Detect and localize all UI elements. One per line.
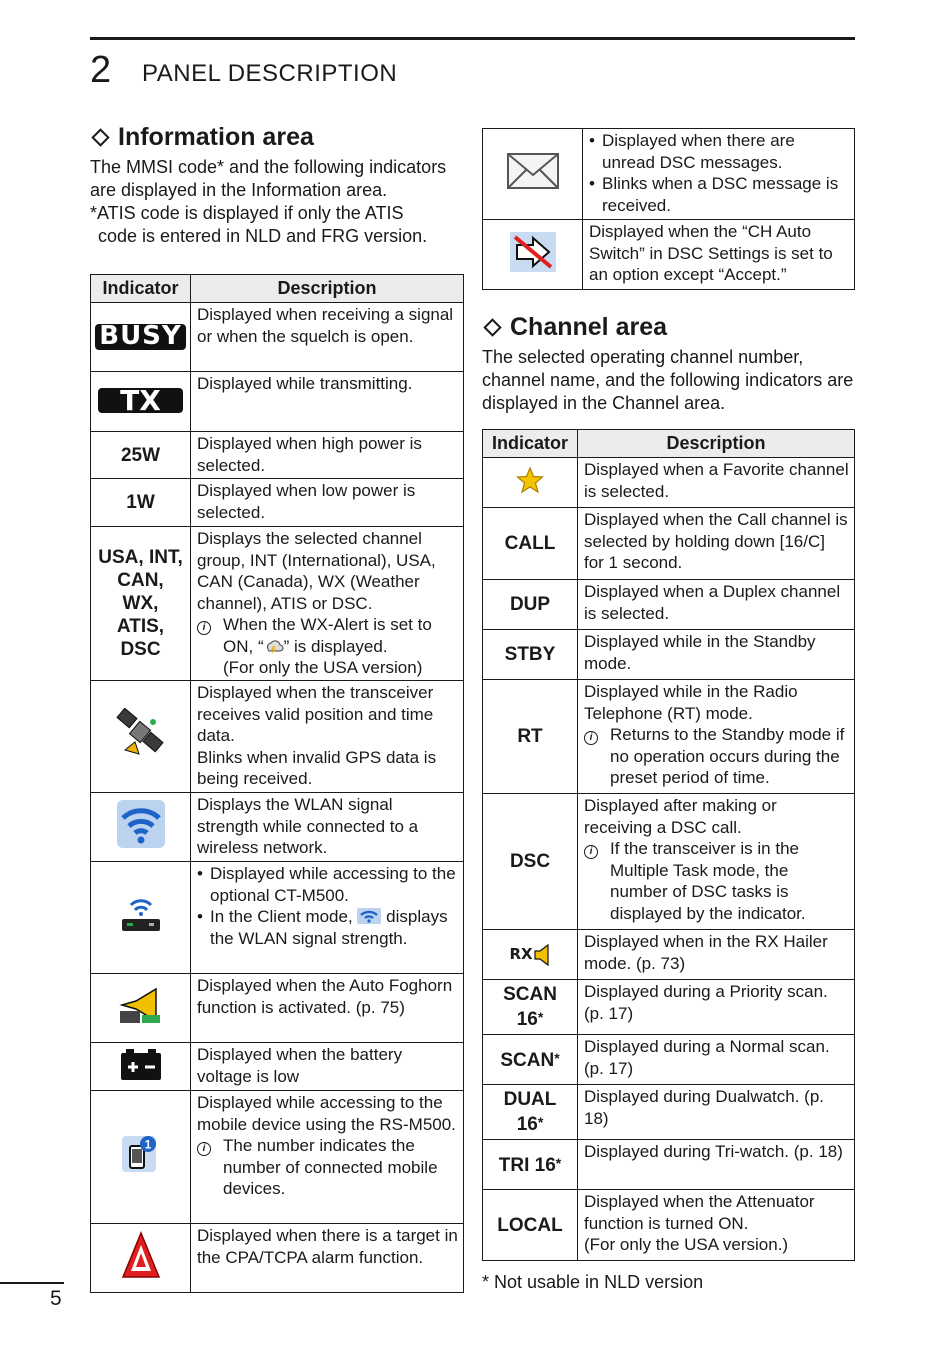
table-row xyxy=(91,793,464,862)
info-area-intro xyxy=(90,156,464,248)
col-header-indicator: Indicator xyxy=(91,275,191,303)
mobile-desc-text: Displayed while accessing to the mobile device using the RS-M500. xyxy=(197,1093,456,1134)
mobile-indicator xyxy=(91,1091,191,1224)
gps-desc-text: Displayed when the transceiver receives valid position and time data. xyxy=(197,683,434,745)
tx-icon: TX xyxy=(98,388,183,414)
bullet-text: displays the WLAN signal strength. xyxy=(210,907,448,948)
col-header-description: Description xyxy=(191,275,464,303)
table-row xyxy=(483,458,855,508)
gps-indicator xyxy=(91,681,191,793)
wx-alert-note xyxy=(197,614,458,679)
footnote-mark: * xyxy=(555,1155,562,1171)
triwatch-description: Displayed during Tri-watch. (p. 18) xyxy=(578,1140,855,1190)
dsc-description xyxy=(578,794,855,930)
bullet-item: • Blinks when a DSC message is received. xyxy=(589,173,849,216)
favorite-description: Displayed when a Favorite channel is selected. xyxy=(578,458,855,508)
tx-indicator xyxy=(91,372,191,432)
bullet-text: Blinks when a DSC message is received. xyxy=(602,174,839,215)
dualwatch-description: Displayed during Dualwatch. (p. 18) xyxy=(578,1085,855,1140)
info-icon: i xyxy=(584,845,598,859)
group-line: CAN, xyxy=(117,570,164,591)
table-row xyxy=(91,974,464,1043)
gps-desc-text: Blinks when invalid GPS data is being received. xyxy=(197,747,437,788)
ctm500-description xyxy=(191,862,464,974)
table-row xyxy=(483,1085,855,1140)
rx-hailer-indicator xyxy=(483,930,578,980)
table-row xyxy=(91,479,464,527)
group-line: DSC xyxy=(120,639,161,660)
table-row xyxy=(483,680,855,794)
bullet-item: • In the Client mode, displays the WLAN signal strength. xyxy=(197,907,448,948)
wlan-indicator xyxy=(91,793,191,862)
mail-description xyxy=(583,129,855,220)
table-row xyxy=(91,527,464,681)
cpa-alarm-icon xyxy=(121,1231,161,1279)
info-area-heading xyxy=(90,122,464,152)
table-row xyxy=(483,508,855,580)
rt-description xyxy=(578,680,855,794)
table-row xyxy=(91,1043,464,1091)
table-row xyxy=(483,794,855,930)
label-line: 16 xyxy=(516,1009,538,1030)
footnote: * Not usable in NLD version xyxy=(482,1272,704,1292)
bullet-item: • Displayed when there are unread DSC messages. xyxy=(589,130,849,173)
info-icon: i xyxy=(584,731,598,745)
channel-area-heading xyxy=(482,312,855,342)
wlan-signal-icon xyxy=(117,800,165,848)
battery-indicator xyxy=(91,1043,191,1091)
dsc-note xyxy=(584,838,849,924)
normal-scan-description: Displayed during a Normal scan. (p. 17) xyxy=(578,1035,855,1085)
power-high-label: 25W xyxy=(91,432,191,479)
diamond-icon xyxy=(91,128,109,146)
diamond-icon xyxy=(483,318,501,336)
local-desc-text: (For only the USA version.) xyxy=(584,1235,789,1254)
note-text: If the transceiver is in the Multiple Task mode, the number of DSC tasks is displayed by the indicator. xyxy=(610,839,806,923)
call-description: Displayed when the Call channel is selected by holding down [16/C] for 1 second. xyxy=(578,508,855,580)
triwatch-label xyxy=(483,1140,578,1190)
call-label: CALL xyxy=(483,508,578,580)
local-description xyxy=(578,1190,855,1261)
battery-low-icon xyxy=(120,1047,162,1081)
favorite-indicator xyxy=(483,458,578,508)
label-line: TRI 16 xyxy=(498,1155,556,1176)
dsc-desc-text: Displayed after making or receiving a DSC call. xyxy=(584,796,777,837)
info-intro-line: The MMSI code* and the following indicators are displayed in the Information area. xyxy=(90,157,447,200)
channel-group-label xyxy=(91,527,191,681)
foghorn-description: Displayed when the Auto Foghorn function is activated. (p. 75) xyxy=(191,974,464,1043)
bullet-text: Displayed when there are unread DSC messages. xyxy=(602,131,795,172)
table-row xyxy=(91,681,464,793)
channel-group-description xyxy=(191,527,464,681)
wx-alert-icon xyxy=(264,639,284,655)
group-line: WX, xyxy=(122,593,159,614)
power-low-description: Displayed when low power is selected. xyxy=(191,479,464,527)
mobile-count-badge: 1 xyxy=(144,1137,151,1152)
power-low-label: 1W xyxy=(91,479,191,527)
channel-area-intro: The selected operating channel number, channel name, and the following indicators are displayed in the Channel area. xyxy=(482,347,854,413)
bullet-text: In the Client mode, xyxy=(210,907,358,926)
footnote-mark: * xyxy=(537,1114,544,1130)
table-row xyxy=(91,862,464,974)
local-label: LOCAL xyxy=(483,1190,578,1261)
table-row xyxy=(483,1140,855,1190)
rt-label: RT xyxy=(483,680,578,794)
bullet-text: Displayed while accessing to the optional CT-M500. xyxy=(210,864,456,905)
foghorn-icon xyxy=(118,985,164,1025)
footnote-mark: * xyxy=(554,1050,560,1066)
dualwatch-label xyxy=(483,1085,578,1140)
cpa-indicator xyxy=(91,1224,191,1293)
priority-scan-description: Displayed during a Priority scan. (p. 17) xyxy=(578,980,855,1035)
priority-scan-label xyxy=(483,980,578,1035)
table-row xyxy=(483,630,855,680)
busy-description: Displayed when receiving a signal or when the squelch is open. xyxy=(191,303,464,372)
auto-switch-description: Displayed when the “CH Auto Switch” in DSC Settings is set to an option except “Accept.” xyxy=(583,220,855,290)
foghorn-indicator xyxy=(91,974,191,1043)
dup-description: Displayed when a Duplex channel is selected. xyxy=(578,580,855,630)
table-row xyxy=(483,129,855,220)
favorite-star-icon xyxy=(516,466,544,494)
table-row xyxy=(483,930,855,980)
mail-envelope-icon xyxy=(506,151,560,191)
mobile-device-icon xyxy=(122,1134,160,1174)
mobile-description xyxy=(191,1091,464,1224)
table-row xyxy=(91,372,464,432)
label-line: 16 xyxy=(516,1114,538,1135)
table-row xyxy=(91,1091,464,1224)
group-line: ATIS, xyxy=(116,616,165,637)
col-header-indicator: Indicator xyxy=(483,430,578,458)
wlan-small-icon xyxy=(357,908,381,924)
note-text: ” is displayed. xyxy=(283,636,388,656)
speaker-icon xyxy=(533,944,551,966)
busy-indicator xyxy=(91,303,191,372)
gps-description xyxy=(191,681,464,793)
power-high-description: Displayed when high power is selected. xyxy=(191,432,464,479)
normal-scan-label xyxy=(483,1035,578,1085)
mail-indicator xyxy=(483,129,583,220)
tx-description: Displayed while transmitting. xyxy=(191,372,464,432)
auto-switch-off-icon xyxy=(509,231,557,273)
info-intro-footnote: *ATIS code is displayed if only the ATIS xyxy=(90,203,404,223)
info-area-title: Information area xyxy=(118,123,314,151)
dsc-label: DSC xyxy=(483,794,578,930)
chapter-title: PANEL DESCRIPTION xyxy=(142,60,398,87)
group-line: USA, INT, xyxy=(98,547,183,568)
cpa-description: Displayed when there is a target in the CPA/TCPA alarm function. xyxy=(191,1224,464,1293)
label-line: SCAN xyxy=(500,1050,555,1071)
info-intro-footnote-cont: code is entered in NLD and FRG version. xyxy=(98,226,428,246)
wlan-description: Displays the WLAN signal strength while connected to a wireless network. xyxy=(191,793,464,862)
group-desc-text: Displays the selected channel group, INT (International), USA, CAN (Canada), WX (Weather channel), ATIS or DSC. xyxy=(197,529,436,613)
ctm500-device-icon xyxy=(119,895,163,935)
info-icon: i xyxy=(197,621,211,635)
rt-note xyxy=(584,724,849,789)
table-row xyxy=(91,303,464,372)
note-text: The number indicates the number of connected mobile devices. xyxy=(223,1136,438,1198)
channel-area-title: Channel area xyxy=(510,313,668,341)
info-icon: i xyxy=(197,1142,211,1156)
table-row xyxy=(483,580,855,630)
stby-label: STBY xyxy=(483,630,578,680)
table-row xyxy=(483,1035,855,1085)
busy-icon: BUSY xyxy=(95,324,185,350)
dup-label: DUP xyxy=(483,580,578,630)
page-number: 5 xyxy=(50,1287,62,1310)
chapter-number: 2 xyxy=(90,49,112,91)
ctm500-indicator xyxy=(91,862,191,974)
left-column xyxy=(90,122,464,1293)
table-row xyxy=(483,980,855,1035)
col-header-description: Description xyxy=(578,430,855,458)
footnote-mark: * xyxy=(537,1009,544,1025)
note-text: Returns to the Standby mode if no operation occurs during the preset period of time. xyxy=(610,725,845,787)
table-row xyxy=(91,432,464,479)
note-text: When the WX-Alert is set to ON, “ xyxy=(223,615,432,656)
label-line: SCAN xyxy=(503,984,557,1005)
local-desc-text: Displayed when the Attenuator function is turned ON. xyxy=(584,1192,815,1233)
rt-desc-text: Displayed while in the Radio Telephone (RT) mode. xyxy=(584,682,798,723)
table-row xyxy=(483,1190,855,1261)
table-row xyxy=(483,220,855,290)
channel-indicator-table xyxy=(482,429,855,1261)
page-number-rule xyxy=(0,1282,64,1284)
mobile-note xyxy=(197,1135,458,1200)
auto-switch-indicator xyxy=(483,220,583,290)
gps-satellite-icon xyxy=(115,708,167,760)
bullet-item: • Displayed while accessing to the optional CT-M500. xyxy=(197,863,458,906)
header-rule xyxy=(90,37,855,40)
dsc-indicator-table xyxy=(482,128,855,290)
right-column xyxy=(482,128,855,1261)
rx-hailer-text: RX xyxy=(509,945,533,964)
note-text: (For only the USA version) xyxy=(223,658,423,677)
stby-description: Displayed while in the Standby mode. xyxy=(578,630,855,680)
label-line: DUAL xyxy=(503,1089,557,1110)
table-row xyxy=(91,1224,464,1293)
info-indicator-table xyxy=(90,274,464,1293)
battery-description: Displayed when the battery voltage is low xyxy=(191,1043,464,1091)
rx-hailer-description: Displayed when in the RX Hailer mode. (p. 73) xyxy=(578,930,855,980)
